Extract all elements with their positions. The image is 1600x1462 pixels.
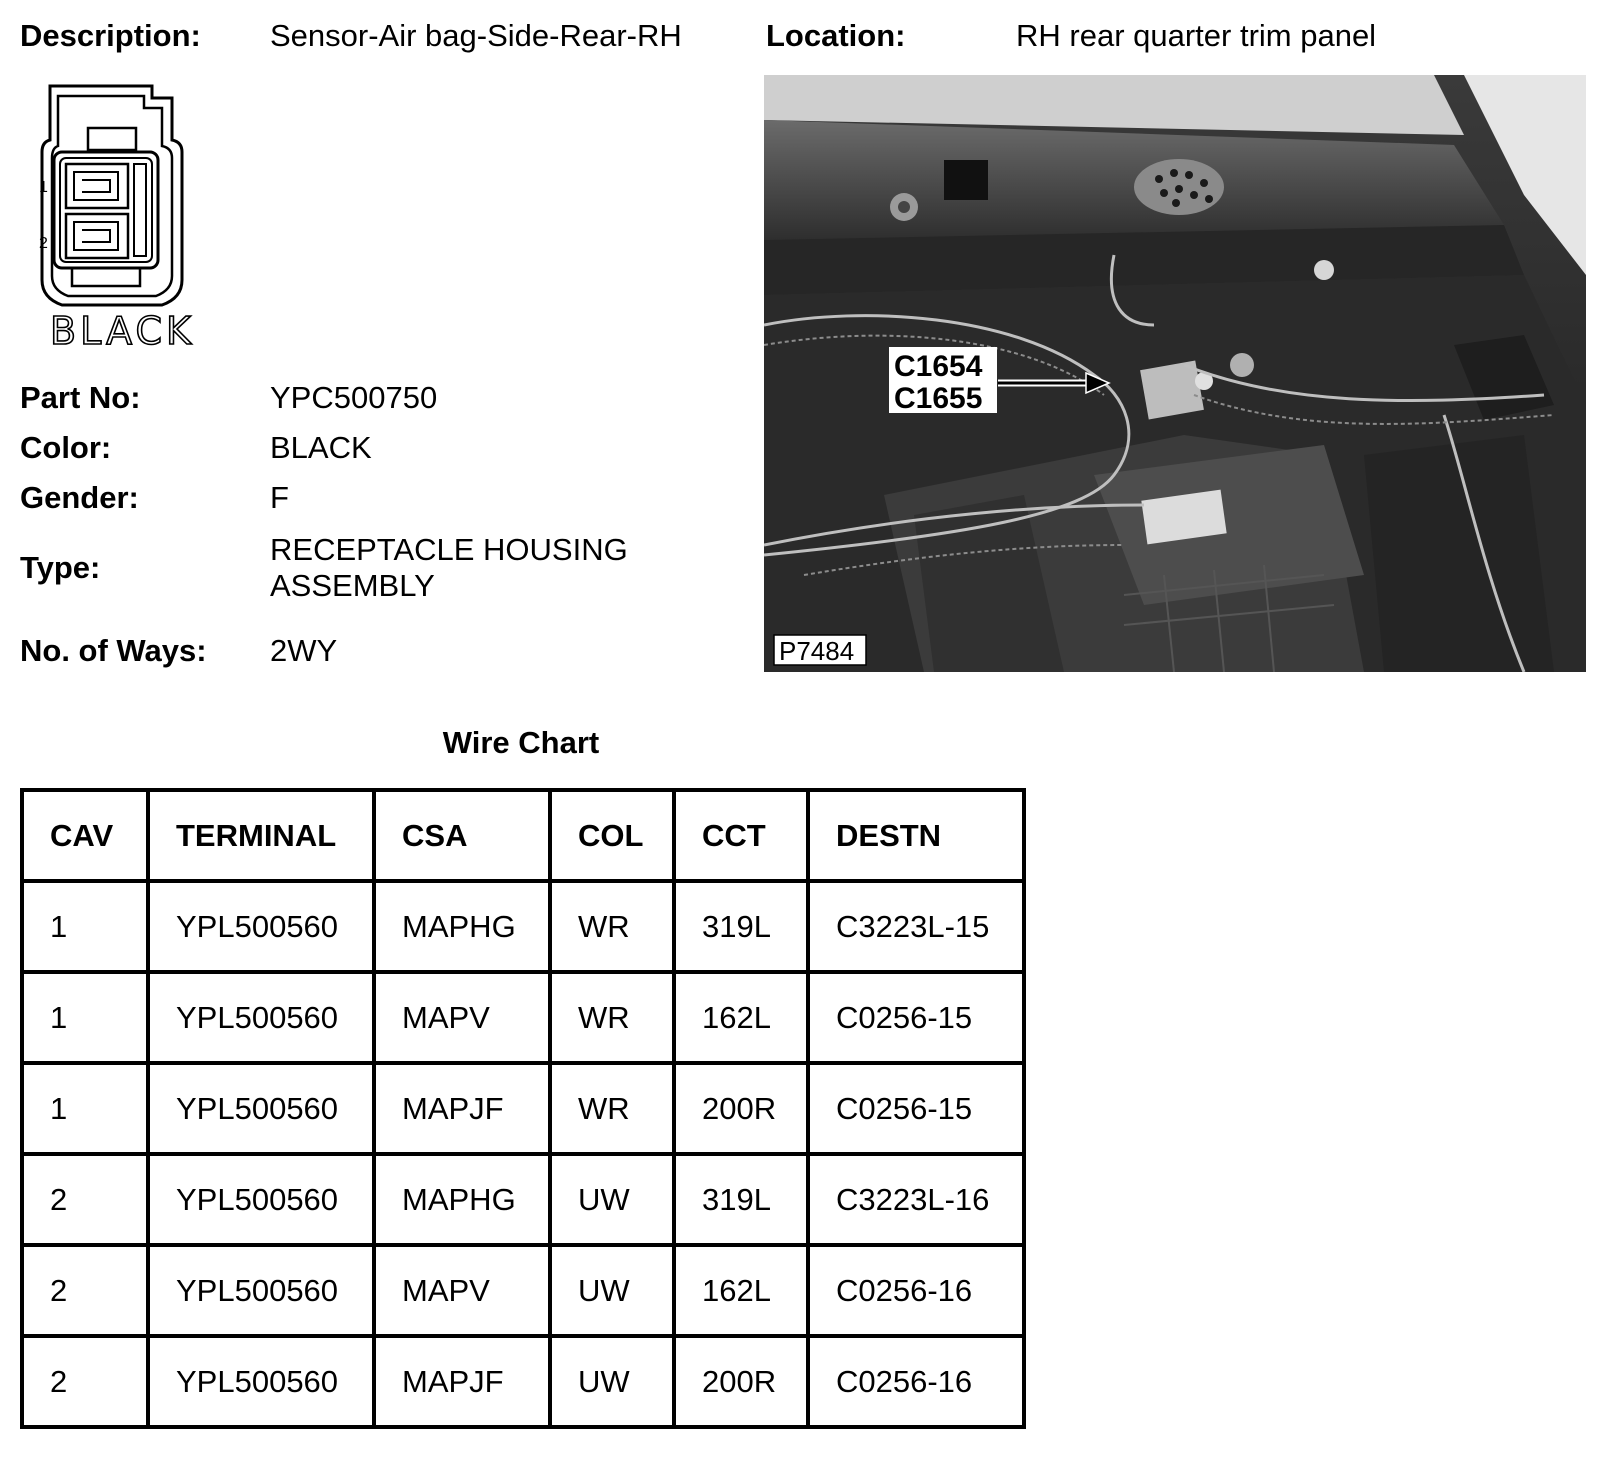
cell-cav: 1	[22, 1063, 148, 1154]
color-value: BLACK	[270, 430, 372, 465]
cell-col: UW	[550, 1336, 674, 1427]
header-cct: CCT	[674, 790, 808, 881]
cell-csa: MAPHG	[374, 881, 550, 972]
cell-destn: C0256-15	[808, 972, 1024, 1063]
table-row	[22, 972, 1024, 1063]
cell-csa: MAPV	[374, 1245, 550, 1336]
description-label: Description:	[20, 18, 201, 53]
table-row	[22, 1154, 1024, 1245]
description-value: Sensor-Air bag-Side-Rear-RH	[270, 18, 682, 53]
cell-cav: 1	[22, 972, 148, 1063]
header-cav: CAV	[22, 790, 148, 881]
cell-cct: 200R	[674, 1063, 808, 1154]
callout-connector-1: C1654	[894, 350, 983, 383]
pin-1-label: 1	[39, 179, 48, 196]
cell-destn: C0256-16	[808, 1245, 1024, 1336]
photo-reference-tag: P7484	[779, 636, 855, 666]
part-no-label: Part No:	[20, 380, 141, 415]
location-value: RH rear quarter trim panel	[1016, 18, 1377, 53]
cell-destn: C0256-15	[808, 1063, 1024, 1154]
cell-terminal: YPL500560	[148, 972, 374, 1063]
header-terminal: TERMINAL	[148, 790, 374, 881]
cell-terminal: YPL500560	[148, 1336, 374, 1427]
cell-cav: 1	[22, 881, 148, 972]
location-label: Location:	[766, 18, 906, 53]
cell-destn: C3223L-15	[808, 881, 1024, 972]
cell-terminal: YPL500560	[148, 1063, 374, 1154]
table-row	[22, 881, 1024, 972]
cell-terminal: YPL500560	[148, 1154, 374, 1245]
cell-csa: MAPJF	[374, 1336, 550, 1427]
cell-cct: 162L	[674, 1245, 808, 1336]
ways-value: 2WY	[270, 633, 338, 668]
cell-csa: MAPV	[374, 972, 550, 1063]
cell-terminal: YPL500560	[148, 1245, 374, 1336]
header-destn: DESTN	[808, 790, 1024, 881]
cell-cav: 2	[22, 1245, 148, 1336]
connector-face-diagram	[22, 80, 212, 350]
wire-chart-title: Wire Chart	[442, 725, 600, 760]
cell-terminal: YPL500560	[148, 881, 374, 972]
header-col: COL	[550, 790, 674, 881]
ways-label: No. of Ways:	[20, 633, 207, 668]
gender-value: F	[270, 480, 289, 515]
gender-label: Gender:	[20, 480, 139, 515]
cell-col: WR	[550, 881, 674, 972]
type-value-line1: RECEPTACLE HOUSING	[270, 532, 628, 567]
table-row	[22, 1336, 1024, 1427]
header-csa: CSA	[374, 790, 550, 881]
cell-destn: C0256-16	[808, 1336, 1024, 1427]
cell-cct: 162L	[674, 972, 808, 1063]
table-row	[22, 1063, 1024, 1154]
location-photo	[764, 75, 1586, 672]
wire-chart-table	[20, 788, 1026, 1429]
cell-destn: C3223L-16	[808, 1154, 1024, 1245]
table-header-row	[22, 790, 1024, 881]
cell-col: WR	[550, 1063, 674, 1154]
cell-col: UW	[550, 1154, 674, 1245]
connector-color-text: BLACK	[50, 309, 195, 350]
color-label: Color:	[20, 430, 112, 465]
cell-cct: 319L	[674, 881, 808, 972]
pin-2-label: 2	[39, 235, 48, 252]
cell-csa: MAPJF	[374, 1063, 550, 1154]
cell-col: WR	[550, 972, 674, 1063]
callout-connector-2: C1655	[894, 382, 983, 415]
part-no-value: YPC500750	[270, 380, 438, 415]
type-value-line2: ASSEMBLY	[270, 568, 435, 603]
cell-col: UW	[550, 1245, 674, 1336]
table-row	[22, 1245, 1024, 1336]
cell-cav: 2	[22, 1154, 148, 1245]
cell-cct: 200R	[674, 1336, 808, 1427]
cell-cav: 2	[22, 1336, 148, 1427]
type-label: Type:	[20, 550, 101, 585]
cell-csa: MAPHG	[374, 1154, 550, 1245]
cell-cct: 319L	[674, 1154, 808, 1245]
